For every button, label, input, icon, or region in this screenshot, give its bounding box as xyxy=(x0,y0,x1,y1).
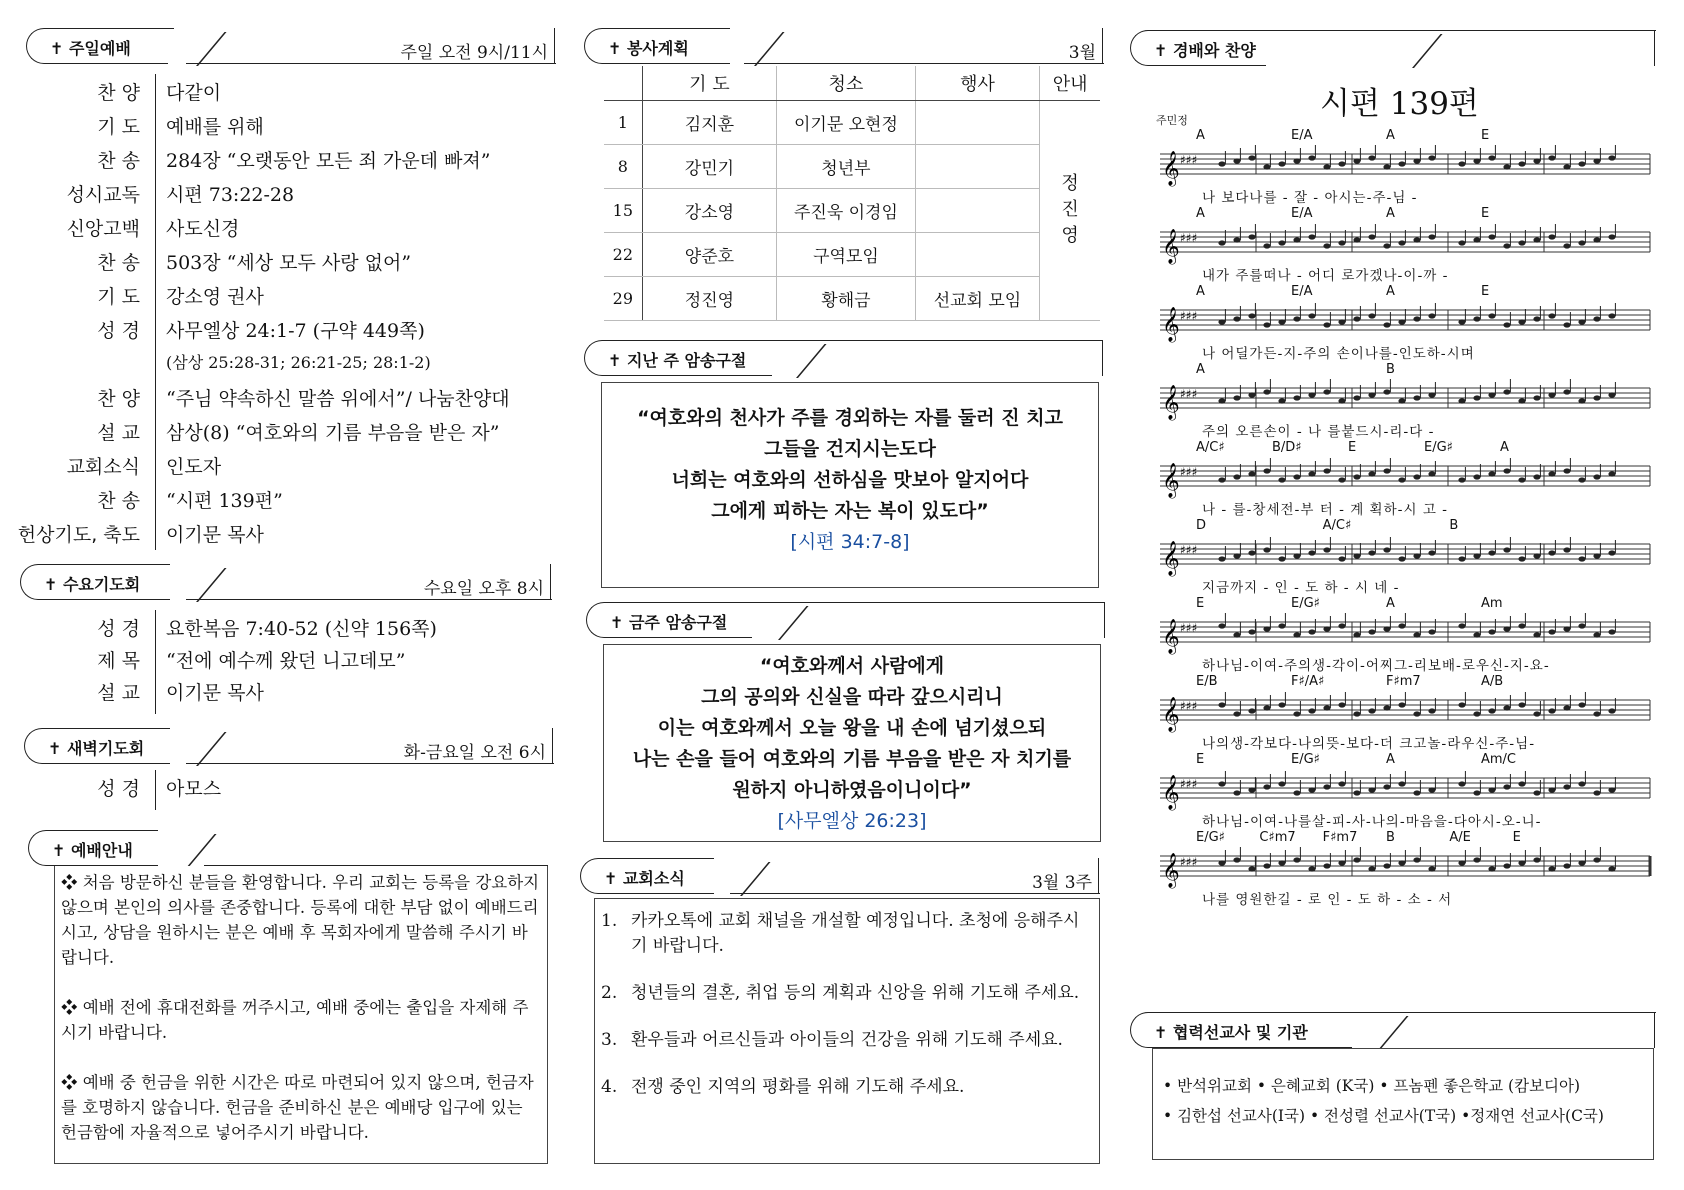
chord-symbol: E/G♯ xyxy=(1291,752,1320,767)
dawn-order-value: 아모스 xyxy=(166,778,222,800)
service-plan-day: 22 xyxy=(604,232,642,276)
music-system xyxy=(1156,206,1656,284)
this-verse-ref: [사무엘상 26:23] xyxy=(777,810,927,832)
service-plan-prayer: 정진영 xyxy=(642,276,777,320)
sunday-order-label: 찬 송 xyxy=(97,150,140,172)
service-plan-table xyxy=(604,66,1100,321)
staff xyxy=(1156,768,1656,812)
sunday-order-row xyxy=(0,312,560,344)
service-plan-cleaning: 구역모임 xyxy=(777,232,916,276)
key-signature-icon: ♯♯♯ xyxy=(1180,465,1198,479)
header-prayer: 기 도 xyxy=(642,66,777,100)
this-verse-header xyxy=(586,602,1106,638)
sheet-music xyxy=(1156,128,1656,908)
treble-clef-icon: 𝄞 xyxy=(1162,229,1180,264)
sunday-order-value: “주님 약속하신 말씀 위에서”/ 나눔찬양대 xyxy=(166,388,510,410)
treble-clef-icon: 𝄞 xyxy=(1162,385,1180,420)
sunday-order-value: 이기문 목사 xyxy=(166,524,264,546)
chord-symbol: A xyxy=(1386,596,1395,611)
chord-symbol: A xyxy=(1386,128,1395,143)
chord-symbol: A xyxy=(1500,440,1509,455)
last-verse-ref: [시편 34:7-8] xyxy=(790,531,910,553)
this_verse-line: “여호와께서 사람에게 xyxy=(759,655,945,677)
header-guide: 안내 xyxy=(1040,66,1100,100)
treble-clef-icon: 𝄞 xyxy=(1162,853,1180,888)
news-box xyxy=(594,898,1100,1164)
lyric-line: 나를 영원한길 - 로 인 - 도 하 - 소 - 서 xyxy=(1202,892,1453,908)
lyric-line: 하나님-이여-주의생-각이-어찌그-리보배-로우신-지-요- xyxy=(1202,658,1550,674)
wednesday-order-value: 이기문 목사 xyxy=(166,682,264,704)
chord-symbol: E xyxy=(1481,206,1490,221)
sunday-order-row xyxy=(0,210,560,242)
chord-symbol: E/G♯ xyxy=(1196,830,1225,845)
sunday-order-label: 찬 양 xyxy=(97,82,140,104)
news-title: ✝ 교회소식 xyxy=(604,869,685,888)
sunday-order-row xyxy=(0,176,560,208)
key-signature-icon: ♯♯♯ xyxy=(1180,621,1198,635)
news-item xyxy=(601,981,1089,1006)
chord-symbol: A xyxy=(1386,752,1395,767)
sunday-order-row xyxy=(0,346,560,378)
service-plan-day: 29 xyxy=(604,276,642,320)
sunday-order-value: 인도자 xyxy=(166,456,222,478)
sunday-order-value: 다같이 xyxy=(166,82,222,104)
worship-title: ✝ 경배와 찬양 xyxy=(1154,41,1256,60)
this_verse-line: 원하지 아니하였음이니이다” xyxy=(732,779,972,801)
sunday-order-label: 신앙고백 xyxy=(66,218,140,240)
sunday-order-label: 찬 양 xyxy=(97,388,140,410)
wednesday-time: 수요일 오후 8시 xyxy=(423,579,544,599)
service-plan-day: 1 xyxy=(604,100,642,144)
staff xyxy=(1156,222,1656,266)
sunday-order-value: 284장 “오랫동안 모든 죄 가운데 빠져” xyxy=(166,150,491,172)
chord-symbol: E/B xyxy=(1196,674,1218,689)
chord-symbol: A xyxy=(1386,206,1395,221)
chord-symbol: C♯m7 xyxy=(1259,830,1296,845)
sunday-order-row xyxy=(0,74,560,106)
this-verse-box xyxy=(603,644,1101,842)
staff xyxy=(1156,144,1656,188)
news-item xyxy=(601,909,1089,959)
sunday-order-label: 교회소식 xyxy=(66,456,140,478)
guide-box xyxy=(54,866,548,1164)
news-week: 3월 3주 xyxy=(1032,873,1092,893)
chord-symbol: B xyxy=(1386,362,1395,377)
sunday-time: 주일 오전 9시/11시 xyxy=(400,43,548,63)
music-system xyxy=(1156,440,1656,518)
chord-symbol: E xyxy=(1481,284,1490,299)
service-plan-row xyxy=(604,144,1100,188)
music-system xyxy=(1156,830,1656,908)
chord-symbol: A xyxy=(1196,362,1205,377)
news-item xyxy=(601,1028,1089,1053)
last-verse-header xyxy=(584,340,1104,376)
sunday-order-row xyxy=(0,108,560,140)
guide-name-char: 정 xyxy=(1061,173,1079,194)
news-item-text: 청년들의 결혼, 취업 등의 계획과 신앙을 위해 기도해 주세요. xyxy=(631,983,1080,1003)
last_verse-line: 그들을 건지시는도다 xyxy=(764,438,936,460)
music-system xyxy=(1156,518,1656,596)
key-signature-icon: ♯♯♯ xyxy=(1180,231,1198,245)
service-plan-cleaning: 이기문 오현정 xyxy=(777,100,916,144)
last_verse-line: 너희는 여호와의 선하심을 맛보아 알지어다 xyxy=(671,469,1029,491)
news-item-text: 전쟁 중인 지역의 평화를 위해 기도해 주세요. xyxy=(631,1077,965,1097)
news-header xyxy=(580,858,1100,894)
wednesday-order-row xyxy=(0,674,560,706)
chord-symbol: A/B xyxy=(1481,674,1504,689)
last-verse-box xyxy=(601,382,1099,588)
sunday-order-row xyxy=(0,244,560,276)
treble-clef-icon: 𝄞 xyxy=(1162,619,1180,654)
dawn-title: ✝ 새벽기도회 xyxy=(48,739,145,758)
last_verse-line: 그에게 피하는 자는 복이 있도다” xyxy=(711,500,989,522)
chord-symbol: E xyxy=(1481,128,1490,143)
staff xyxy=(1156,534,1656,578)
service-plan-day: 15 xyxy=(604,188,642,232)
sunday-order-value: 사무엘상 24:1-7 (구약 449쪽) xyxy=(166,320,425,342)
sunday-order-label: 성 경 xyxy=(97,320,140,342)
partners-box xyxy=(1152,1048,1654,1160)
dawn-time: 화-금요일 오전 6시 xyxy=(403,743,546,763)
staff xyxy=(1156,846,1656,890)
wednesday-order-label: 성 경 xyxy=(97,618,140,640)
chord-symbol: F♯m7 xyxy=(1386,674,1421,689)
service-plan-prayer: 김지훈 xyxy=(642,100,777,144)
wednesday-order-label: 설 교 xyxy=(97,682,140,704)
sunday-order-row xyxy=(0,448,560,480)
sunday-order-row xyxy=(0,516,560,548)
this_verse-line: 나는 손을 들어 여호와의 기름 부음을 받은 자 치기를 xyxy=(632,748,1072,770)
chord-symbol: A xyxy=(1196,206,1205,221)
service-plan-prayer: 강민기 xyxy=(642,144,777,188)
music-system xyxy=(1156,752,1656,830)
wednesday-order-value: “전에 예수께 왔던 니고데모” xyxy=(166,650,406,672)
chord-symbol: E xyxy=(1348,440,1357,455)
sunday-section-header xyxy=(26,28,556,64)
news-item-text: 환우들과 어르신들과 아이들의 건강을 위해 기도해 주세요. xyxy=(631,1030,1063,1050)
chord-symbol: E/A xyxy=(1291,284,1313,299)
service-plan-month: 3월 xyxy=(1068,43,1096,63)
chord-symbol: E xyxy=(1512,830,1521,845)
service-plan-guide xyxy=(1040,100,1100,320)
service-plan-row xyxy=(604,276,1100,320)
lyric-line: 지금까지 - 인 - 도 하 - 시 네 - xyxy=(1202,580,1400,596)
music-system xyxy=(1156,362,1656,440)
service-plan-event xyxy=(915,144,1040,188)
service-plan-row xyxy=(604,100,1100,144)
treble-clef-icon: 𝄞 xyxy=(1162,463,1180,498)
chord-symbol: A xyxy=(1196,284,1205,299)
lyric-line: 나 어딜가든-지-주의 손이나를-인도하-시며 xyxy=(1202,346,1475,362)
service-plan-cleaning: 황해금 xyxy=(777,276,916,320)
chord-symbol: Am xyxy=(1481,596,1503,611)
key-signature-icon: ♯♯♯ xyxy=(1180,855,1198,869)
service-plan-day: 8 xyxy=(604,144,642,188)
sunday-order-label: 찬 송 xyxy=(97,490,140,512)
treble-clef-icon: 𝄞 xyxy=(1162,697,1180,732)
treble-clef-icon: 𝄞 xyxy=(1162,151,1180,186)
chord-symbol: E xyxy=(1196,596,1205,611)
last-verse-title: ✝ 지난 주 암송구절 xyxy=(608,351,747,370)
lyric-line: 나 보다나를 - 잘 - 아시는-주-님 - xyxy=(1202,190,1418,206)
wednesday-order-row xyxy=(0,610,560,642)
guide-name-char: 영 xyxy=(1061,225,1079,246)
guide-paragraph-1: ❖ 처음 방문하신 분들을 환영합니다. 우리 교회는 등록을 강요하지 않으며 본인의 의사를 존중합니다. 등록에 대한 부담 없이 예배드리시고, 상담을 원하시는 분은 예배 후 목회자에게 말씀해 주시기 바랍니다. xyxy=(61,873,540,967)
song-title: 시편 139편 xyxy=(1320,86,1479,122)
worship-header xyxy=(1130,30,1656,66)
service-plan-cleaning: 주진욱 이경임 xyxy=(777,188,916,232)
wednesday-order-value: 요한복음 7:40-52 (신약 156쪽) xyxy=(166,618,437,640)
this_verse-line: 그의 공의와 신실을 따라 갚으시리니 xyxy=(701,686,1003,708)
service-plan-event xyxy=(915,188,1040,232)
guide-title: ✝ 예배안내 xyxy=(52,841,133,860)
staff xyxy=(1156,612,1656,656)
wednesday-title: ✝ 수요기도회 xyxy=(44,575,141,594)
staff xyxy=(1156,690,1656,734)
chord-symbol: D xyxy=(1196,518,1207,533)
chord-symbol: E/G♯ xyxy=(1424,440,1453,455)
service-plan-event: 선교회 모임 xyxy=(915,276,1040,320)
news-item-number: 4. xyxy=(601,1077,618,1097)
chord-symbol: B xyxy=(1449,518,1459,533)
sunday-order-row xyxy=(0,142,560,174)
wednesday-order-label: 제 목 xyxy=(97,650,140,672)
key-signature-icon: ♯♯♯ xyxy=(1180,699,1198,713)
service-plan-prayer: 강소영 xyxy=(642,188,777,232)
chord-symbol: F♯m7 xyxy=(1322,830,1358,845)
chord-symbol: E xyxy=(1196,752,1205,767)
key-signature-icon: ♯♯♯ xyxy=(1180,309,1198,323)
lyric-line: 주의 오른손이 - 나 를붙드시-리-다 - xyxy=(1202,424,1435,440)
wednesday-section-header xyxy=(20,564,552,600)
chord-symbol: A xyxy=(1196,128,1205,143)
service-plan-row xyxy=(604,188,1100,232)
chord-symbol: A xyxy=(1386,284,1395,299)
chord-symbol: A/C♯ xyxy=(1196,440,1225,455)
dawn-order-row xyxy=(0,770,560,802)
dawn-section-header xyxy=(24,728,554,764)
guide-name-char: 진 xyxy=(1061,199,1079,220)
news-item-text: 카카오톡에 교회 채널을 개설할 예정입니다. 초청에 응해주시기 바랍니다. xyxy=(631,911,1080,956)
music-system xyxy=(1156,674,1656,752)
partners-line-2: • 김한섭 선교사(I국) • 전성렬 선교사(T국) •정재연 선교사(C국) xyxy=(1163,1107,1604,1125)
sunday-order-label: 성시교독 xyxy=(66,184,140,206)
music-system xyxy=(1156,128,1656,206)
dawn-order-label: 성 경 xyxy=(97,778,140,800)
staff xyxy=(1156,378,1656,422)
news-item-number: 2. xyxy=(601,983,618,1003)
partners-line-1: • 반석위교회 • 은혜교회 (K국) • 프놈펜 좋은학교 (캄보디아) xyxy=(1163,1077,1581,1095)
header-event: 행사 xyxy=(915,66,1040,100)
chord-symbol: E/G♯ xyxy=(1291,596,1320,611)
news-item-number: 3. xyxy=(601,1030,618,1050)
song-composer: 주민정 xyxy=(1156,114,1188,127)
sunday-order-value: 503장 “세상 모두 사랑 없어” xyxy=(166,252,412,274)
lyric-line: 나의생-각보다-나의뜻-보다-더 크고놀-라우신-주-님- xyxy=(1202,736,1536,752)
treble-clef-icon: 𝄞 xyxy=(1162,307,1180,342)
lyric-line: 나 - 를-창세전-부 터 - 계 획하-시 고 - xyxy=(1202,502,1449,518)
chord-symbol: E/A xyxy=(1291,206,1313,221)
wednesday-order-row xyxy=(0,642,560,674)
sunday-order-row xyxy=(0,278,560,310)
key-signature-icon: ♯♯♯ xyxy=(1180,153,1198,167)
treble-clef-icon: 𝄞 xyxy=(1162,541,1180,576)
sunday-order-label: 헌상기도, 축도 xyxy=(17,524,140,546)
sunday-order-value: “시편 139편” xyxy=(166,490,283,512)
sunday-order-row xyxy=(0,414,560,446)
treble-clef-icon: 𝄞 xyxy=(1162,775,1180,810)
lyric-line: 하나님-이여-나를살-피-사-나의-마음을-다아시-오-니- xyxy=(1202,814,1542,830)
chord-symbol: B xyxy=(1386,830,1395,845)
service-plan-title: ✝ 봉사계획 xyxy=(608,39,689,58)
chord-symbol: A/E xyxy=(1449,830,1471,845)
service-plan-header xyxy=(584,28,1104,64)
guide-section-header xyxy=(28,830,548,866)
this_verse-line: 이는 여호와께서 오늘 왕을 내 손에 넘기셨으되 xyxy=(657,717,1047,739)
key-signature-icon: ♯♯♯ xyxy=(1180,387,1198,401)
partners-header xyxy=(1130,1012,1656,1048)
sunday-title: ✝ 주일예배 xyxy=(50,39,131,58)
chord-symbol: E/A xyxy=(1291,128,1313,143)
partners-title: ✝ 협력선교사 및 기관 xyxy=(1154,1023,1308,1042)
sunday-order-value: (삼상 25:28-31; 26:21-25; 28:1-2) xyxy=(166,353,431,372)
chord-symbol: F♯/A♯ xyxy=(1291,674,1325,689)
key-signature-icon: ♯♯♯ xyxy=(1180,777,1198,791)
sunday-order-value: 강소영 권사 xyxy=(166,286,264,308)
sunday-order-value: 사도신경 xyxy=(166,218,240,240)
sunday-order-value: 예배를 위해 xyxy=(166,116,264,138)
guide-paragraph-2: ❖ 예배 전에 휴대전화를 꺼주시고, 예배 중에는 출입을 자제해 주시기 바랍니다. xyxy=(61,998,529,1042)
music-system xyxy=(1156,596,1656,674)
this-verse-title: ✝ 금주 암송구절 xyxy=(610,613,728,632)
service-plan-row xyxy=(604,232,1100,276)
header-cleaning: 청소 xyxy=(777,66,916,100)
sunday-order-label: 설 교 xyxy=(97,422,140,444)
news-item-number: 1. xyxy=(601,911,618,931)
last_verse-line: “여호와의 천사가 주를 경외하는 자를 둘러 진 치고 xyxy=(637,407,1063,429)
sunday-order-value: 삼상(8) “여호와의 기름 부음을 받은 자” xyxy=(166,422,500,444)
lyric-line: 내가 주를떠나 - 어디 로가겠나-이-까 - xyxy=(1202,268,1449,284)
key-signature-icon: ♯♯♯ xyxy=(1180,543,1198,557)
sunday-order-label: 찬 송 xyxy=(97,252,140,274)
music-system xyxy=(1156,284,1656,362)
sunday-order-value: 시편 73:22-28 xyxy=(166,184,295,206)
service-plan-prayer: 양준호 xyxy=(642,232,777,276)
sunday-order-row xyxy=(0,482,560,514)
staff xyxy=(1156,456,1656,500)
news-item xyxy=(601,1075,1089,1100)
service-plan-event xyxy=(915,232,1040,276)
guide-paragraph-3: ❖ 예배 중 헌금을 위한 시간은 따로 마련되어 있지 않으며, 헌금자를 호명하지 않습니다. 헌금을 준비하신 분은 예배당 입구에 있는 헌금함에 자율적으로 넣어주시기 바랍니다. xyxy=(61,1073,534,1142)
chord-symbol: A/C♯ xyxy=(1322,518,1352,533)
chord-symbol: B/D♯ xyxy=(1272,440,1302,455)
staff xyxy=(1156,300,1656,344)
sunday-order-row xyxy=(0,380,560,412)
sunday-order-label: 기 도 xyxy=(97,116,140,138)
service-plan-cleaning: 청년부 xyxy=(777,144,916,188)
chord-symbol: Am/C xyxy=(1481,752,1517,767)
sunday-order-label: 기 도 xyxy=(97,286,140,308)
service-plan-event xyxy=(915,100,1040,144)
